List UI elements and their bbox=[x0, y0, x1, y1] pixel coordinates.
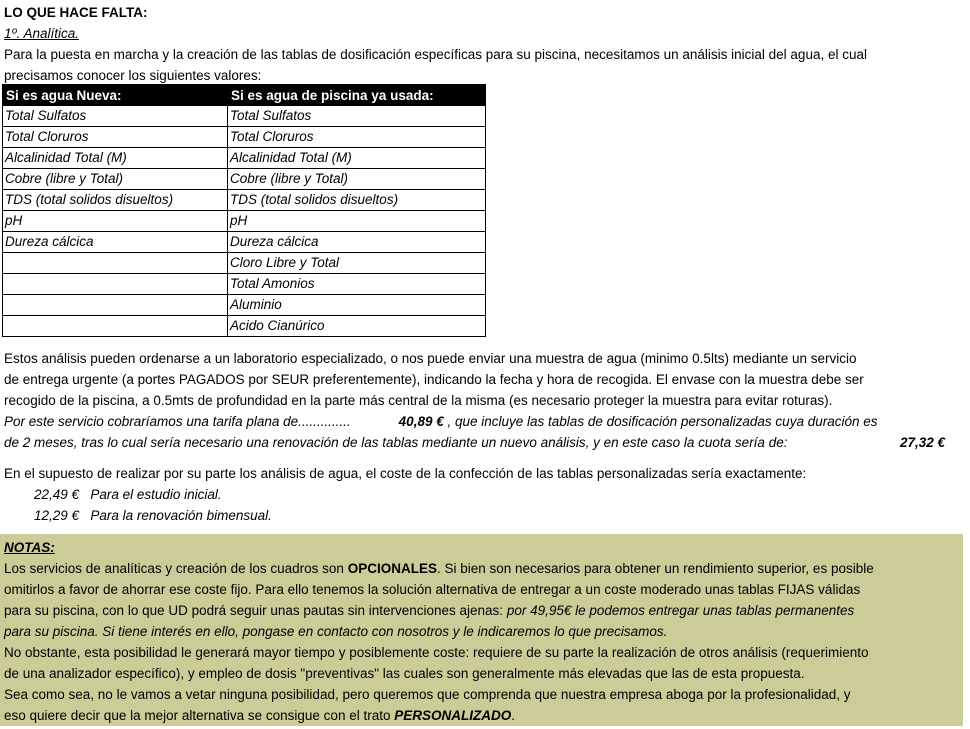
notes-line-8 bbox=[4, 705, 515, 726]
cell-new-water bbox=[3, 295, 228, 316]
notes-line-5: No obstante, esta posibilidad le generará mayor tiempo y posiblemente coste: requiere de su parte la realización de otros análisis (requerimiento bbox=[4, 645, 869, 660]
notes-line-6: de una analizador específico), y empleo de dosis "preventivas" las cuales son generalmente más elevadas que las de esta propuesta. bbox=[4, 666, 805, 681]
intro-line-2: precisamos conocer los siguientes valores: bbox=[4, 68, 262, 83]
page-heading: LO QUE HACE FALTA: bbox=[4, 5, 148, 20]
notes-l3-b: por 49,95€ le podemos entregar unas tablas permanentes bbox=[506, 603, 855, 618]
cell-new-water: Total Cloruros bbox=[3, 127, 228, 148]
cell-used-water: Acido Cianúrico bbox=[228, 316, 486, 337]
notes-l8-a: eso quiere decir que la mejor alternativa se consigue con el trato bbox=[4, 708, 395, 723]
cell-new-water bbox=[3, 316, 228, 337]
notes-l1-opcionales: OPCIONALES bbox=[347, 561, 437, 576]
service-line-2: de 2 meses, tras lo cual sería necesario una renovación de las tablas mediante un nuevo análisis, y en este caso la cuota sería de: bbox=[4, 435, 788, 450]
cell-new-water bbox=[3, 253, 228, 274]
cost-initial-label: Para el estudio inicial. bbox=[90, 487, 222, 502]
cell-new-water: TDS (total solidos disueltos) bbox=[3, 190, 228, 211]
service-price-2: 27,32 € bbox=[900, 435, 946, 450]
table-row bbox=[3, 190, 486, 211]
header-used-water: Si es agua de piscina ya usada: bbox=[228, 85, 486, 106]
table-row bbox=[3, 232, 486, 253]
table-row bbox=[3, 106, 486, 127]
table-row bbox=[3, 295, 486, 316]
notes-l8-personalizado: PERSONALIZADO bbox=[394, 708, 512, 723]
cell-new-water bbox=[3, 274, 228, 295]
notes-line-2: omitirlos a favor de ahorrar ese coste fijo. Para ello tenemos la solución alternativa de entregar a un coste moderado unas tablas FIJAS válidas bbox=[4, 582, 861, 597]
table-row bbox=[3, 169, 486, 190]
cell-used-water: Cobre (libre y Total) bbox=[228, 169, 486, 190]
table-row bbox=[3, 253, 486, 274]
cost-initial bbox=[34, 484, 222, 505]
requirements-table bbox=[2, 84, 486, 337]
cost-renewal-amount: 12,29 € bbox=[34, 508, 80, 523]
cell-used-water: Aluminio bbox=[228, 295, 486, 316]
table-row bbox=[3, 127, 486, 148]
cell-new-water: Total Sulfatos bbox=[3, 106, 228, 127]
cost-initial-amount: 22,49 € bbox=[34, 487, 80, 502]
notes-l3-a: para su piscina, con lo que UD podrá seguir unas pautas sin intervenciones ajenas: bbox=[4, 603, 507, 618]
table-row bbox=[3, 148, 486, 169]
cell-used-water: Total Cloruros bbox=[228, 127, 486, 148]
notes-l8-c: . bbox=[511, 708, 516, 723]
para2-line-2: de entrega urgente (a portes PAGADOS por SEUR preferentemente), indicando la fecha y hora de recogida. El envase con la muestra debe ser bbox=[4, 372, 864, 387]
cost-renewal-label: Para la renovación bimensual. bbox=[90, 508, 272, 523]
para2-line-3: recogido de la piscina, a 0.5mts de profundidad en la parte más central de la misma (es necesario proteger la muestra para evitar roturas). bbox=[4, 393, 833, 408]
cell-new-water: Cobre (libre y Total) bbox=[3, 169, 228, 190]
cell-new-water: Alcalinidad Total (M) bbox=[3, 148, 228, 169]
header-new-water: Si es agua Nueva: bbox=[3, 85, 228, 106]
cell-used-water: Cloro Libre y Total bbox=[228, 253, 486, 274]
service-line-1 bbox=[4, 411, 878, 432]
notes-l1-c: . Si bien son necesarios para obtener un rendimiento superior, es posible bbox=[436, 561, 874, 576]
cell-used-water: Total Amonios bbox=[228, 274, 486, 295]
service-text-b: , que incluye las tablas de dosificación personalizadas cuya duración es bbox=[447, 414, 878, 429]
notes-title: NOTAS: bbox=[4, 540, 55, 555]
notes-line-7: Sea como sea, no le vamos a vetar ninguna posibilidad, pero queremos que comprenda que nuestra empresa aboga por la profesionalidad, y bbox=[4, 687, 851, 702]
notes-line-3 bbox=[4, 600, 854, 621]
notes-l1-a: Los servicios de analíticas y creación de los cuadros son bbox=[4, 561, 348, 576]
notes-line-1 bbox=[4, 558, 874, 579]
service-price-1: 40,89 € bbox=[398, 414, 444, 429]
cell-used-water: TDS (total solidos disueltos) bbox=[228, 190, 486, 211]
para2-line-1: Estos análisis pueden ordenarse a un laboratorio especializado, o nos puede enviar una muestra de agua (minimo 0.5lts) mediante un servicio bbox=[4, 351, 857, 366]
table-header-row bbox=[3, 85, 486, 106]
table-row bbox=[3, 211, 486, 232]
intro-line-1: Para la puesta en marcha y la creación de las tablas de dosificación específicas para su piscina, necesitamos un análisis inicial del agua, el cual bbox=[4, 47, 867, 62]
cell-new-water: pH bbox=[3, 211, 228, 232]
cell-used-water: pH bbox=[228, 211, 486, 232]
cell-used-water: Alcalinidad Total (M) bbox=[228, 148, 486, 169]
cell-used-water: Dureza cálcica bbox=[228, 232, 486, 253]
notes-line-4: para su piscina. Si tiene interés en ello, pongase en contacto con nosotros y le indicaremos lo que precisamos. bbox=[4, 624, 668, 639]
cell-used-water: Total Sulfatos bbox=[228, 106, 486, 127]
cell-new-water: Dureza cálcica bbox=[3, 232, 228, 253]
table-row bbox=[3, 274, 486, 295]
table-row bbox=[3, 316, 486, 337]
section-title-analitica: 1º. Analítica. bbox=[4, 26, 79, 41]
service-text-a: Por este servicio cobraríamos una tarifa plana de.............. bbox=[4, 414, 351, 429]
notes-box bbox=[0, 534, 963, 726]
para3: En el supuesto de realizar por su parte los análisis de agua, el coste de la confección de las tablas personalizadas sería exactamente: bbox=[4, 466, 807, 481]
cost-renewal bbox=[34, 505, 272, 526]
